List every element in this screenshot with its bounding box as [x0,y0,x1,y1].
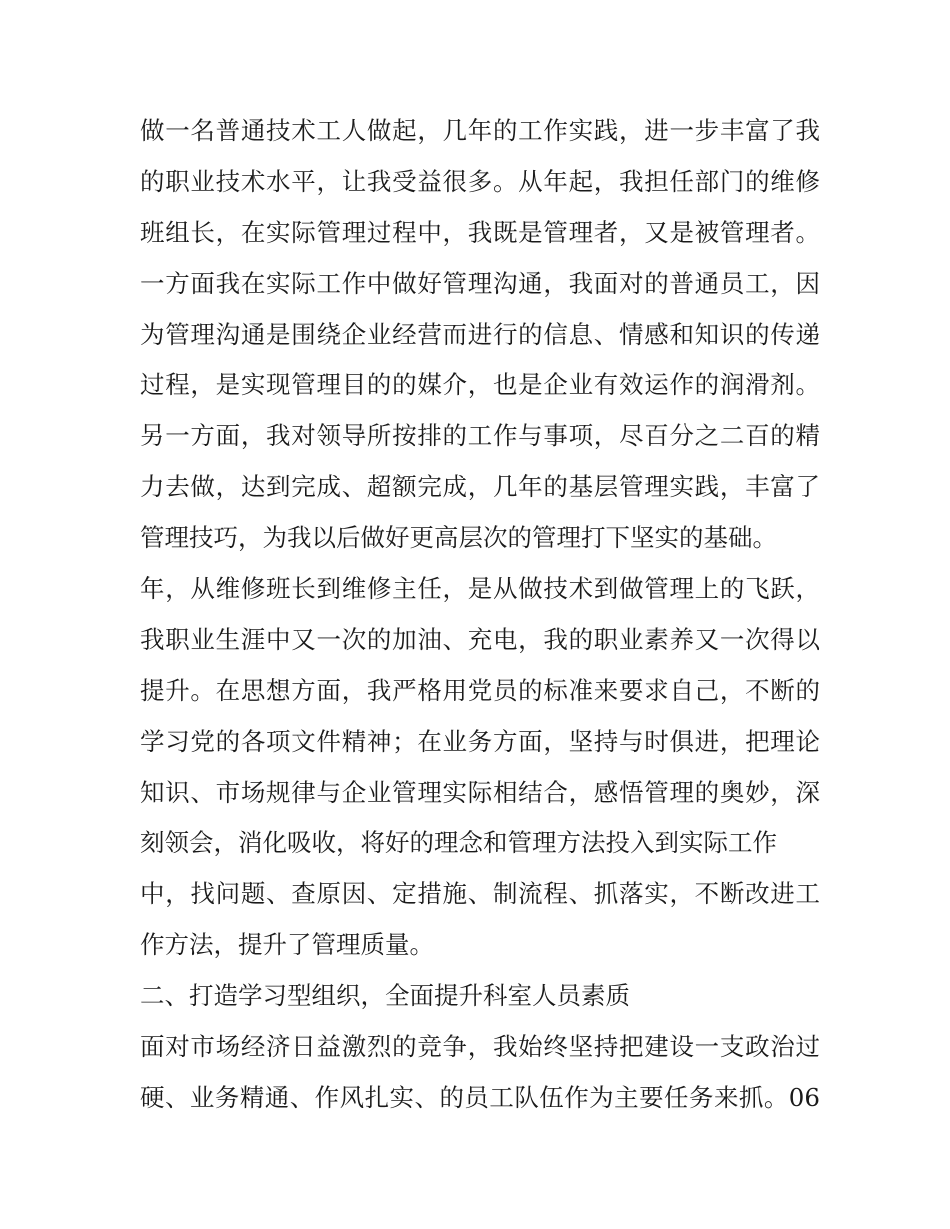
text-line: 硬、业务精通、作风扎实、的员工队伍作为主要任务来抓。06 [140,1082,820,1112]
body-text [140,106,820,1124]
text-line: 做一名普通技术工人做起，几年的工作实践，进一步丰富了我 [140,116,820,145]
text-line: 作方法，提升了管理质量。 [140,930,434,960]
text-line: 学习党的各项文件精神；在业务方面，坚持与时俱进，把理论 [140,726,820,756]
text-line: 过程，是实现管理目的的媒介，也是企业有效运作的润滑剂。 [140,370,820,400]
text-line: 年，从维修班长到维修主任，是从做技术到做管理上的飞跃， [140,574,820,604]
text-line: 知识、市场规律与企业管理实际相结合，感悟管理的奥妙，深 [140,777,820,807]
text-line: 中，找问题、查原因、定措施、制流程、抓落实，不断改进工 [140,879,820,909]
text-line: 力去做，达到完成、超额完成，几年的基层管理实践，丰富了 [140,472,820,502]
text-line: 刻领会，消化吸收，将好的理念和管理方法投入到实际工作 [140,828,777,858]
text-line: 面对市场经济日益激烈的竞争，我始终坚持把建设一支政治过 [140,1032,820,1062]
text-line: 班组长，在实际管理过程中，我既是管理者，又是被管理者。 [140,217,820,247]
text-line: 我职业生涯中又一次的加油、充电，我的职业素养又一次得以 [140,624,820,654]
text-line: 管理技巧，为我以后做好更高层次的管理打下坚实的基础。 [140,523,777,553]
text-line: 另一方面，我对领导所按排的工作与事项，尽百分之二百的精 [140,421,820,451]
section-heading: 二、打造学习型组织，全面提升科室人员素质 [140,981,630,1011]
text-line: 的职业技术水平，让我受益很多。从年起，我担任部门的维修 [140,166,820,196]
text-line: 为管理沟通是围绕企业经营而进行的信息、情感和知识的传递 [140,319,820,349]
text-line: 提升。在思想方面，我严格用党员的标准来要求自己，不断的 [140,675,820,705]
text-line: 一方面我在实际工作中做好管理沟通，我面对的普通员工，因 [140,268,820,298]
